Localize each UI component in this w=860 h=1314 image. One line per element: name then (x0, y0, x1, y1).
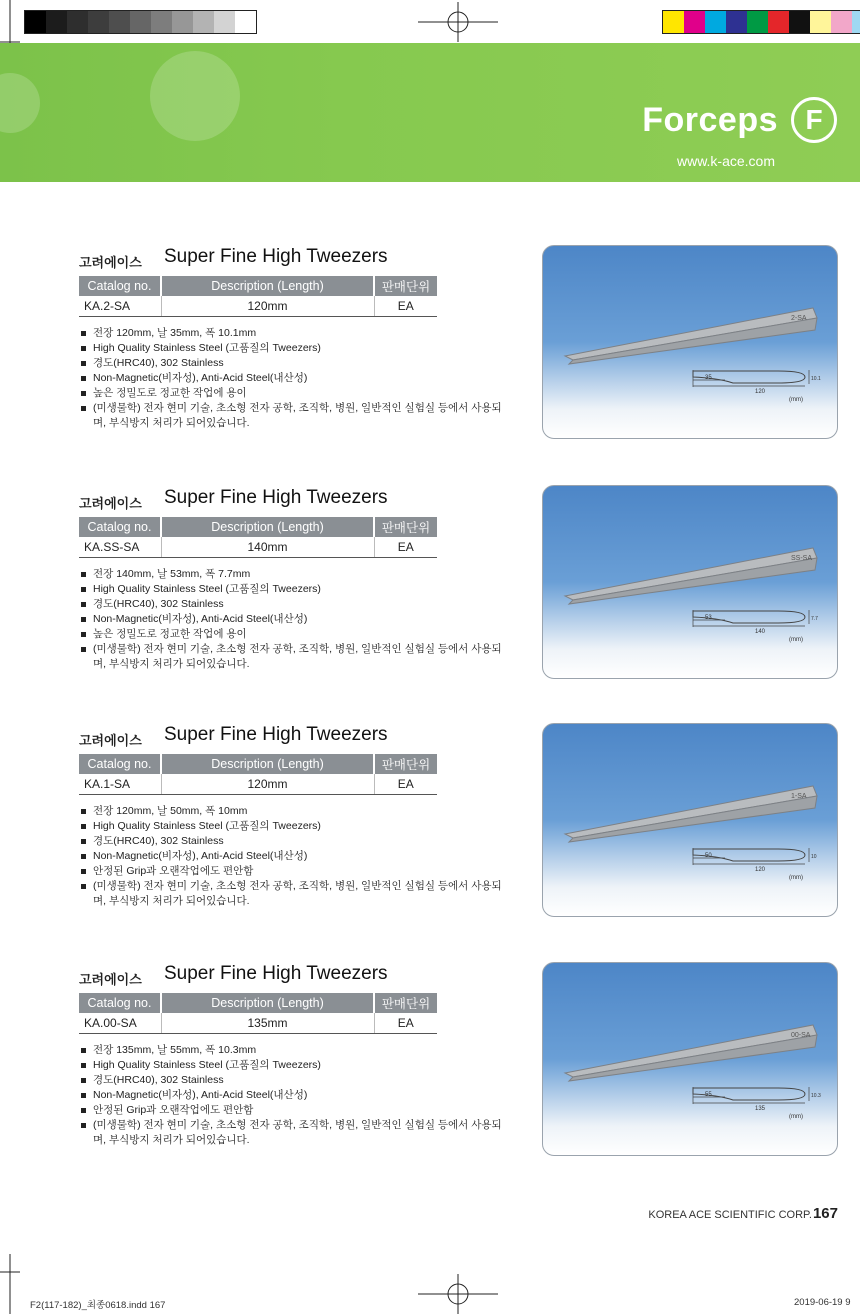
dimension-total: 135 (755, 1106, 766, 1112)
gray-swatch (25, 11, 46, 33)
product-title: Super Fine High Tweezers (164, 246, 388, 267)
unit-value: EA (374, 537, 437, 558)
product-title: Super Fine High Tweezers (164, 487, 388, 508)
color-swatch (768, 11, 789, 33)
length-value: 135mm (161, 1013, 374, 1034)
grayscale-color-bar (24, 10, 257, 34)
feature-item: 경도(HRC40), 302 Stainless (79, 356, 509, 371)
feature-list (79, 326, 509, 431)
length-value: 120mm (161, 296, 374, 317)
catalog-number: KA.2-SA (79, 296, 161, 317)
brand-name: 고려에이스 (79, 496, 142, 511)
feature-item: (미생물학) 전자 현미 기술, 초소형 전자 공학, 조직학, 병원, 일반적인 실험실 등에서 사용되며, 부식방지 처리가 되어있습니다. (79, 1118, 509, 1148)
length-value: 140mm (161, 537, 374, 558)
feature-item: 전장 120mm, 날 35mm, 폭 10.1mm (79, 326, 509, 341)
color-swatch (726, 11, 747, 33)
product-photo (542, 245, 838, 439)
feature-item: 전장 135mm, 날 55mm, 폭 10.3mm (79, 1043, 509, 1058)
description-header: Description (Length) (161, 754, 374, 774)
feature-list (79, 1043, 509, 1148)
crop-mark-bottom-left (0, 1254, 20, 1314)
page-number: 167 (812, 1205, 838, 1222)
print-slug-file: F2(117-182)_최종0618.indd 167 (30, 1300, 166, 1311)
feature-item: Non-Magnetic(비자성), Anti-Acid Steel(내산성) (79, 1088, 509, 1103)
gray-swatch (130, 11, 151, 33)
unit-value: EA (374, 774, 437, 795)
dimension-total: 140 (755, 629, 766, 635)
dimension-unit: (mm) (789, 1114, 803, 1120)
website-url: www.k-ace.com (676, 153, 775, 169)
registration-mark-top (418, 2, 498, 42)
tweezers-illustration (543, 724, 838, 917)
product-photo (542, 485, 838, 679)
gray-swatch (88, 11, 109, 33)
tweezers-engraving: SS-SA (791, 555, 813, 562)
feature-item: (미생물학) 전자 현미 기술, 초소형 전자 공학, 조직학, 병원, 일반적인 실험실 등에서 사용되며, 부식방지 처리가 되어있습니다. (79, 642, 509, 672)
spec-table (79, 276, 437, 317)
tweezers-illustration (543, 246, 838, 439)
color-swatch (852, 11, 860, 33)
feature-item: Non-Magnetic(비자성), Anti-Acid Steel(내산성) (79, 612, 509, 627)
feature-item: 높은 정밀도로 정교한 작업에 용이 (79, 386, 509, 401)
product-title: Super Fine High Tweezers (164, 963, 388, 984)
catalog-number: KA.00-SA (79, 1013, 161, 1034)
feature-item: Non-Magnetic(비자성), Anti-Acid Steel(내산성) (79, 371, 509, 386)
feature-item: 안정된 Grip과 오랜작업에도 편안함 (79, 864, 509, 879)
unit-value: EA (374, 1013, 437, 1034)
gray-swatch (151, 11, 172, 33)
feature-item: 경도(HRC40), 302 Stainless (79, 1073, 509, 1088)
gray-swatch (193, 11, 214, 33)
feature-item: High Quality Stainless Steel (고품질의 Tweezers) (79, 1058, 509, 1073)
feature-item: High Quality Stainless Steel (고품질의 Tweezers) (79, 582, 509, 597)
chapter-letter-badge: F (791, 97, 837, 143)
color-swatch (747, 11, 768, 33)
catalog-header: Catalog no. (79, 276, 161, 296)
footer-company: KOREA ACE SCIENTIFIC CORP. (648, 1209, 812, 1221)
description-header: Description (Length) (161, 276, 374, 296)
description-header: Description (Length) (161, 517, 374, 537)
color-swatch (831, 11, 852, 33)
gray-swatch (109, 11, 130, 33)
table-row (79, 537, 437, 558)
feature-item: 안정된 Grip과 오랜작업에도 편안함 (79, 1103, 509, 1118)
dimension-tip: 50 (705, 853, 712, 859)
dimension-width: 7.7 (811, 616, 818, 622)
catalog-number: KA.SS-SA (79, 537, 161, 558)
print-slug-date: 2019-06-19 9 (794, 1297, 851, 1308)
feature-list (79, 804, 509, 909)
dimension-unit: (mm) (789, 637, 803, 643)
chapter-title: Forceps (642, 101, 778, 139)
product-photo (542, 962, 838, 1156)
color-swatch (684, 11, 705, 33)
catalog-number: KA.1-SA (79, 774, 161, 795)
registration-mark-bottom (418, 1274, 498, 1314)
spec-table (79, 754, 437, 795)
length-value: 120mm (161, 774, 374, 795)
color-swatch (810, 11, 831, 33)
process-color-bar (662, 10, 860, 34)
tweezers-engraving: 1-SA (791, 793, 807, 800)
color-swatch (705, 11, 726, 33)
feature-item: 경도(HRC40), 302 Stainless (79, 597, 509, 612)
dimension-unit: (mm) (789, 397, 803, 403)
feature-item: 경도(HRC40), 302 Stainless (79, 834, 509, 849)
chapter-header-banner (0, 43, 860, 182)
gray-swatch (235, 11, 256, 33)
dimension-width: 10.1 (811, 376, 821, 382)
dimension-total: 120 (755, 867, 766, 873)
feature-item: (미생물학) 전자 현미 기술, 초소형 전자 공학, 조직학, 병원, 일반적인 실험실 등에서 사용되며, 부식방지 처리가 되어있습니다. (79, 401, 509, 431)
feature-item: High Quality Stainless Steel (고품질의 Tweezers) (79, 819, 509, 834)
feature-item: 높은 정밀도로 정교한 작업에 용이 (79, 627, 509, 642)
dimension-unit: (mm) (789, 875, 803, 881)
color-swatch (789, 11, 810, 33)
tweezers-illustration (543, 486, 838, 679)
color-swatch (663, 11, 684, 33)
tweezers-illustration (543, 963, 838, 1156)
dimension-width: 10 (811, 854, 817, 860)
dimension-width: 10.3 (811, 1093, 821, 1099)
unit-value: EA (374, 296, 437, 317)
gray-swatch (67, 11, 88, 33)
catalog-header: Catalog no. (79, 517, 161, 537)
spec-table (79, 993, 437, 1034)
feature-list (79, 567, 509, 672)
spec-table (79, 517, 437, 558)
product-title: Super Fine High Tweezers (164, 724, 388, 745)
feature-item: High Quality Stainless Steel (고품질의 Tweezers) (79, 341, 509, 356)
catalog-header: Catalog no. (79, 993, 161, 1013)
feature-item: 전장 120mm, 날 50mm, 폭 10mm (79, 804, 509, 819)
feature-item: 전장 140mm, 날 53mm, 폭 7.7mm (79, 567, 509, 582)
table-row (79, 774, 437, 795)
unit-header: 판매단위 (374, 993, 437, 1013)
gray-swatch (172, 11, 193, 33)
catalog-header: Catalog no. (79, 754, 161, 774)
tweezers-engraving: 2-SA (791, 315, 807, 322)
gray-swatch (214, 11, 235, 33)
feature-item: Non-Magnetic(비자성), Anti-Acid Steel(내산성) (79, 849, 509, 864)
product-photo (542, 723, 838, 917)
brand-name: 고려에이스 (79, 972, 142, 987)
unit-header: 판매단위 (374, 276, 437, 296)
brand-name: 고려에이스 (79, 255, 142, 270)
table-row (79, 296, 437, 317)
dimension-tip: 55 (705, 1092, 712, 1098)
gray-swatch (46, 11, 67, 33)
dimension-tip: 35 (705, 375, 712, 381)
unit-header: 판매단위 (374, 754, 437, 774)
table-row (79, 1013, 437, 1034)
unit-header: 판매단위 (374, 517, 437, 537)
brand-name: 고려에이스 (79, 733, 142, 748)
tweezers-engraving: 00-SA (791, 1032, 811, 1039)
dimension-total: 120 (755, 389, 766, 395)
feature-item: (미생물학) 전자 현미 기술, 초소형 전자 공학, 조직학, 병원, 일반적인 실험실 등에서 사용되며, 부식방지 처리가 되어있습니다. (79, 879, 509, 909)
dimension-tip: 53 (705, 615, 712, 621)
description-header: Description (Length) (161, 993, 374, 1013)
